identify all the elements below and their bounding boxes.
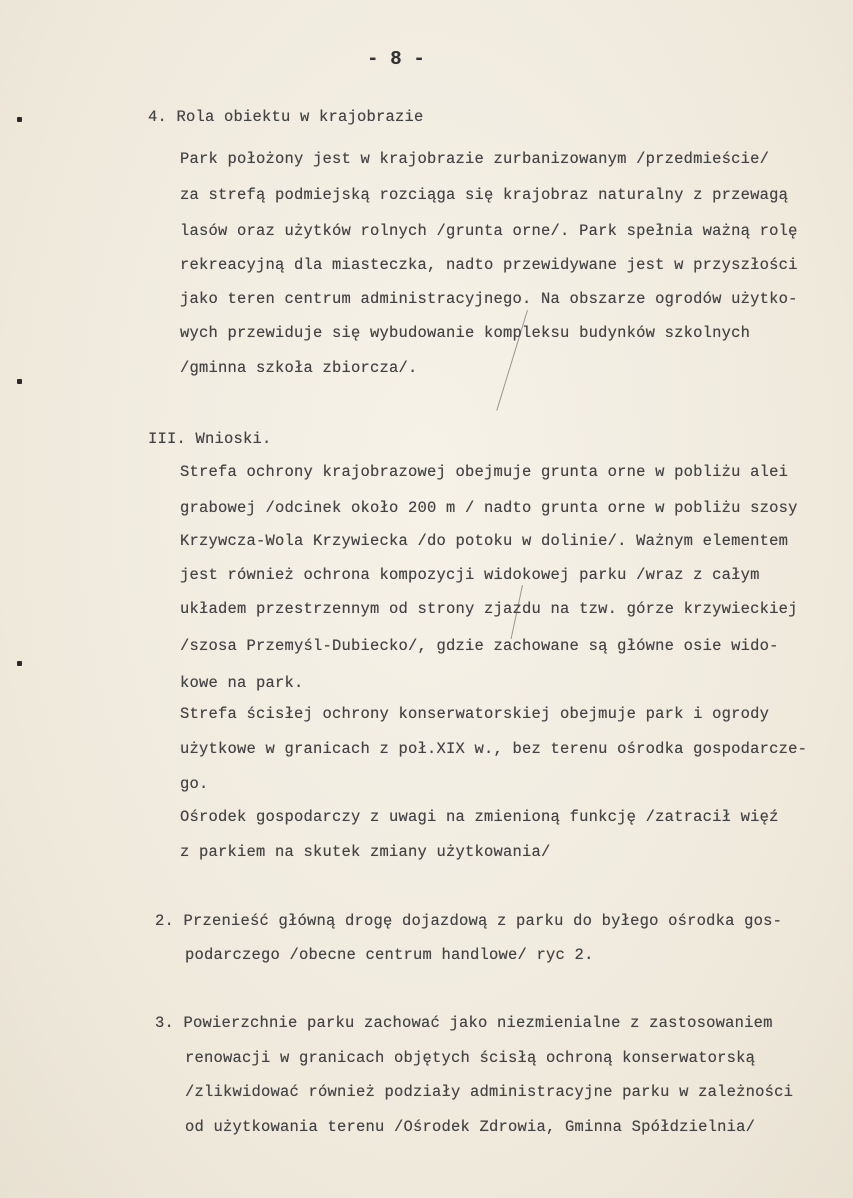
text-line: jest również ochrona kompozycji widokowej parku /wraz z całym	[180, 566, 760, 584]
text-line: użytkowe w granicach z poł.XIX w., bez terenu ośrodka gospodarcze-	[180, 740, 808, 758]
text-line: za strefą podmiejską rozciąga się krajobraz naturalny z przewagą	[180, 186, 789, 204]
text-line: Krzywcza-Wola Krzywiecka /do potoku w dolinie/. Ważnym elementem	[180, 532, 789, 550]
text-line: grabowej /odcinek około 200 m / nadto grunta orne w pobliżu szosy	[180, 499, 798, 517]
text-line: podarczego /obecne centrum handlowe/ ryc 2.	[185, 946, 594, 964]
text-line: Strefa ochrony krajobrazowej obejmuje grunta orne w pobliżu alei	[180, 463, 789, 481]
text-line: układem przestrzennym od strony zjazdu na tzw. górze krzywieckiej	[180, 600, 798, 618]
list-item: 3. Powierzchnie parku zachować jako niezmienialne z zastosowaniem	[155, 1014, 773, 1032]
text-line: /gminna szkoła zbiorcza/.	[180, 359, 418, 377]
text-line: renowacji w granicach objętych ścisłą ochroną konserwatorską	[185, 1049, 756, 1067]
text-line: Strefa ścisłej ochrony konserwatorskiej obejmuje park i ogrody	[180, 705, 770, 723]
text-line: Ośrodek gospodarczy z uwagi na zmienioną funkcję /zatracił więź	[180, 808, 779, 826]
list-item: 2. Przenieść główną drogę dojazdową z parku do byłego ośrodka gos-	[155, 912, 783, 930]
text-line: z parkiem na skutek zmiany użytkowania/	[180, 843, 551, 861]
text-line: /zlikwidować również podziały administracyjne parku w zależności	[185, 1083, 794, 1101]
section-heading: 4. Rola obiektu w krajobrazie	[148, 108, 424, 126]
text-line: wych przewiduje się wybudowanie kompleksu budynków szkolnych	[180, 324, 751, 342]
text-line: /szosa Przemyśl-Dubiecko/, gdzie zachowane są główne osie wido-	[180, 637, 779, 655]
text-line: Park położony jest w krajobrazie zurbanizowanym /przedmieście/	[180, 150, 770, 168]
text-line: jako teren centrum administracyjnego. Na obszarze ogrodów użytko-	[180, 290, 798, 308]
margin-mark	[17, 379, 22, 384]
page-number: - 8 -	[367, 48, 426, 70]
text-line: go.	[180, 775, 209, 793]
margin-mark	[17, 661, 22, 666]
margin-mark	[17, 117, 22, 122]
text-line: kowe na park.	[180, 674, 304, 692]
section-heading: III. Wnioski.	[148, 430, 272, 448]
text-line: od użytkowania terenu /Ośrodek Zdrowia, Gminna Spółdzielnia/	[185, 1118, 756, 1136]
text-line: lasów oraz użytków rolnych /grunta orne/. Park spełnia ważną rolę	[180, 222, 798, 240]
text-line: rekreacyjną dla miasteczka, nadto przewidywane jest w przyszłości	[180, 256, 798, 274]
